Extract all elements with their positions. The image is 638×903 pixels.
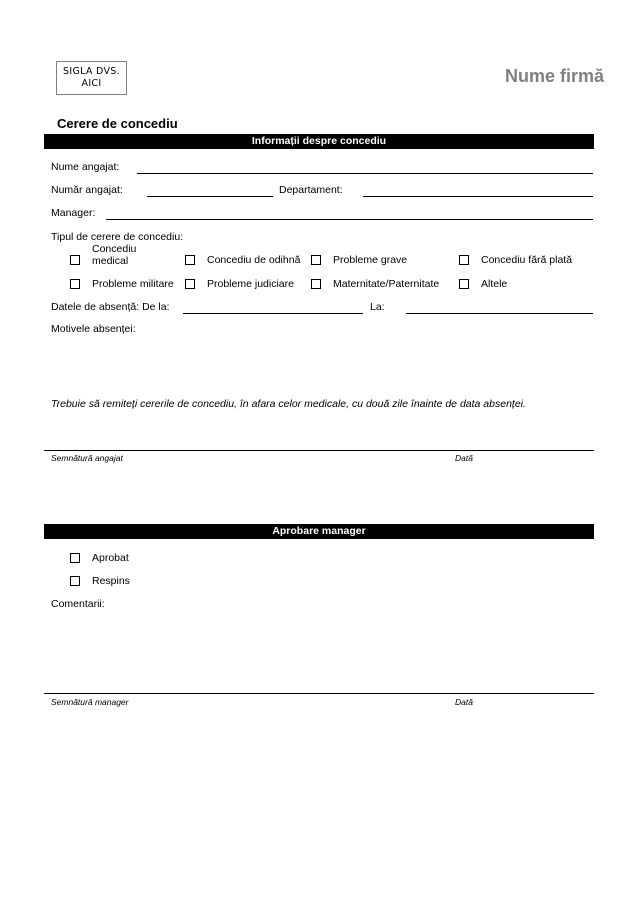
form-title: Cerere de concediu xyxy=(57,116,178,131)
rejected-label: Respins xyxy=(92,575,130,587)
date-from-field[interactable] xyxy=(183,313,363,314)
option-vacation-label: Concediu de odihnă xyxy=(207,254,301,266)
date-to-label: La: xyxy=(370,301,385,313)
employee-signature-label: Semnătură angajat xyxy=(51,453,123,463)
employee-name-label: Nume angajat: xyxy=(51,161,120,173)
absence-dates-label: Datele de absență: De la: xyxy=(51,301,170,313)
option-judicial-label: Probleme judiciare xyxy=(207,278,294,290)
employee-number-field[interactable] xyxy=(147,196,273,197)
department-field[interactable] xyxy=(363,196,593,197)
manager-field[interactable] xyxy=(106,219,593,220)
option-medical-leave-label: Concediu medical xyxy=(92,243,137,267)
option-military-label: Probleme militare xyxy=(92,278,174,290)
section-header-leave-info: Informații despre concediu xyxy=(44,134,594,149)
reasons-field[interactable] xyxy=(51,338,593,388)
approved-label: Aprobat xyxy=(92,552,129,564)
manager-label: Manager: xyxy=(51,207,96,219)
employee-number-label: Număr angajat: xyxy=(51,184,123,196)
option-unpaid-leave-label: Concediu fără plată xyxy=(481,254,573,266)
logo-placeholder xyxy=(56,61,127,95)
department-label: Departament: xyxy=(279,184,343,196)
checkbox-rejected[interactable] xyxy=(70,576,80,586)
checkbox-unpaid-leave[interactable] xyxy=(459,255,469,265)
company-name: Nume firmă xyxy=(504,66,604,86)
employee-date-label: Dată xyxy=(455,453,473,463)
manager-signature-label: Semnătură manager xyxy=(51,697,129,707)
date-to-field[interactable] xyxy=(406,313,593,314)
checkbox-military[interactable] xyxy=(70,279,80,289)
logo-text-line1: SIGLA DVS. xyxy=(63,66,120,77)
submission-notice: Trebuie să remiteți cererile de concediu, în afara celor medicale, cu două zile înainte de data absenței. xyxy=(51,398,526,410)
employee-signature-line[interactable] xyxy=(44,450,594,451)
checkbox-parental[interactable] xyxy=(311,279,321,289)
section-header-manager-approval: Aprobare manager xyxy=(44,524,594,539)
reasons-label: Motivele absenței: xyxy=(51,323,136,335)
option-serious-problems-label: Probleme grave xyxy=(333,254,408,266)
checkbox-other[interactable] xyxy=(459,279,469,289)
option-other-label: Altele xyxy=(481,278,508,290)
checkbox-medical-leave[interactable] xyxy=(70,255,80,265)
employee-name-field[interactable] xyxy=(137,173,593,174)
manager-date-label: Dată xyxy=(455,697,473,707)
comments-field[interactable] xyxy=(51,613,593,688)
leave-type-label: Tipul de cerere de concediu: xyxy=(51,231,184,243)
manager-signature-line[interactable] xyxy=(44,693,594,694)
option-parental-label: Maternitate/Paternitate xyxy=(333,278,440,290)
checkbox-serious-problems[interactable] xyxy=(311,255,321,265)
checkbox-judicial[interactable] xyxy=(185,279,195,289)
logo-text-line2: AICI xyxy=(81,78,102,89)
checkbox-vacation[interactable] xyxy=(185,255,195,265)
checkbox-approved[interactable] xyxy=(70,553,80,563)
comments-label: Comentarii: xyxy=(51,598,105,610)
